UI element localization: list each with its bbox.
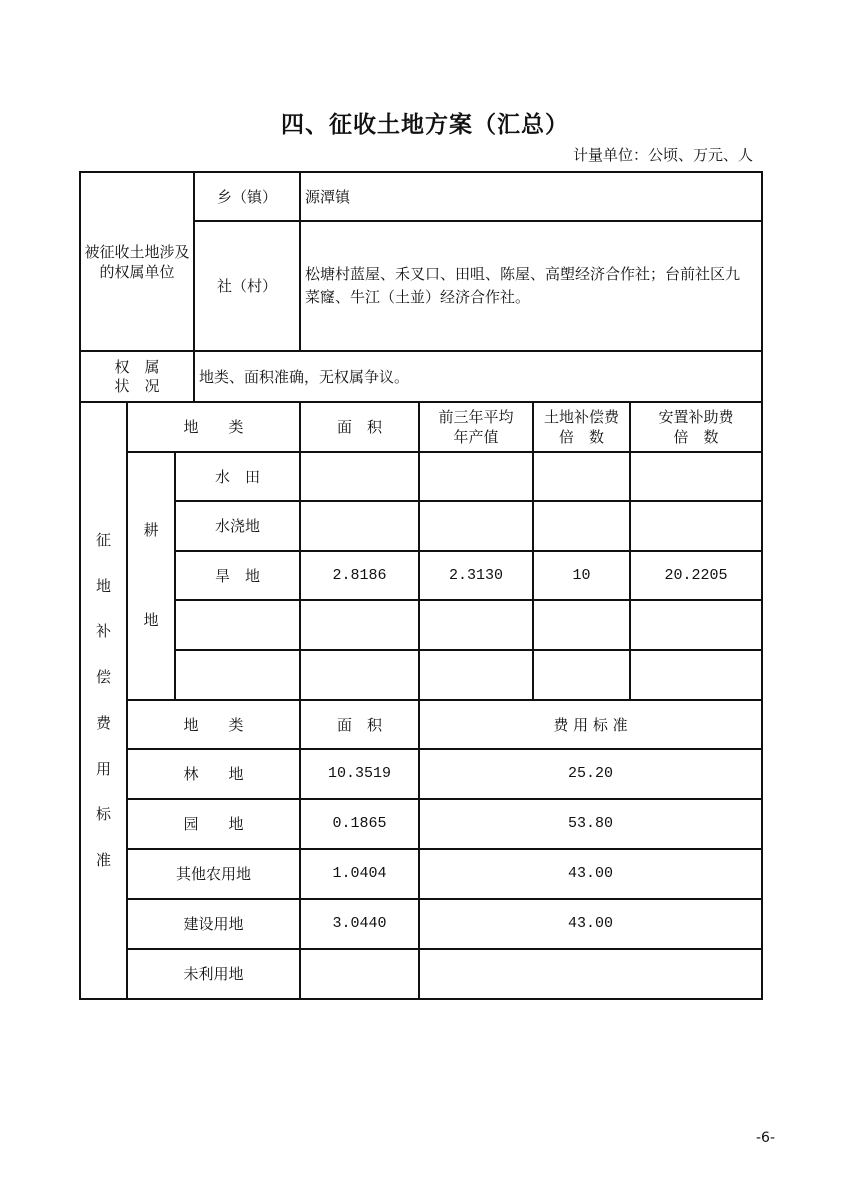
village-label: 社（村） [216, 277, 277, 295]
border-right [761, 171, 763, 1000]
row-avg-output [420, 453, 532, 500]
cultivated-char: 地 [143, 611, 159, 629]
row-avg-output [420, 651, 532, 699]
header-line: 倍 数 [673, 428, 719, 446]
row-land-multiple: 10 [572, 566, 591, 584]
t1-header-resettle [631, 403, 761, 451]
row-area [301, 651, 418, 699]
section-char: 准 [95, 850, 111, 869]
row-fee: 43.00 [567, 865, 613, 882]
section-char: 用 [95, 759, 111, 778]
row-land-type: 林 地 [183, 765, 244, 783]
section-char: 标 [95, 805, 111, 824]
row-land-type: 其他农用地 [175, 865, 251, 883]
border-bottom [79, 998, 763, 1000]
row-land-multiple [534, 651, 629, 699]
header-line: 倍 数 [558, 428, 604, 446]
t2-header-area: 面 积 [336, 715, 382, 734]
t1-header-area: 面 积 [336, 418, 382, 436]
row-land-type: 旱 地 [214, 566, 260, 585]
row-land-type: 园 地 [183, 815, 244, 833]
header-line: 安置补助费 [658, 408, 734, 426]
row-area: 3.0440 [332, 915, 387, 932]
row-land-type: 水 田 [214, 467, 260, 486]
t1-header-land-type: 地 类 [183, 418, 244, 436]
t1-header-avg-output [420, 403, 532, 451]
village-value: 松塘村蓝屋、禾叉口、田咀、陈屋、高塱经济合作社；台前社区九菜窿、牛江（土並）经济合作社。 [305, 265, 741, 306]
row-land-type [176, 601, 299, 649]
row-resettle-multiple [631, 601, 761, 649]
row-area: 2.8186 [332, 566, 387, 584]
section-char: 地 [95, 576, 111, 595]
ownership-status-label-line2: 状 况 [114, 376, 160, 395]
t2-header-fee-standard: 费 用 标 准 [553, 715, 628, 734]
ownership-unit-label: 被征收土地涉及的权属单位 [84, 242, 190, 281]
document-title: 四、征收土地方案（汇总） [281, 112, 569, 138]
row-land-type: 建设用地 [183, 915, 244, 933]
row-land-multiple [534, 601, 629, 649]
row-fee: 53.80 [567, 815, 613, 832]
row-area: 1.0404 [332, 865, 387, 882]
row-land-multiple [534, 453, 629, 500]
section-char: 费 [95, 713, 111, 732]
header-line: 土地补偿费 [543, 408, 619, 426]
row-avg-output [420, 502, 532, 550]
row-fee: 25.20 [567, 765, 613, 782]
row-land-type [176, 651, 299, 699]
cultivated-char: 耕 [143, 521, 159, 539]
ownership-status-label [81, 352, 193, 401]
row-land-type: 水浇地 [214, 517, 260, 535]
section-char: 补 [95, 622, 111, 641]
page-number: -6- [755, 1130, 775, 1146]
row-area [301, 601, 418, 649]
ownership-status-value: 地类、面积准确，无权属争议。 [199, 367, 410, 386]
ownership-status-label-line1: 权 属 [114, 357, 160, 376]
row-land-multiple [534, 502, 629, 550]
row-area: 10.3519 [327, 765, 391, 782]
township-value: 源潭镇 [305, 187, 351, 206]
compensation-section-label [81, 530, 126, 870]
row-resettle-multiple [631, 453, 761, 500]
section-char: 征 [95, 531, 111, 549]
row-area [301, 950, 418, 998]
header-line: 年产值 [453, 428, 499, 446]
row-area [301, 453, 418, 500]
row-resettle-multiple: 20.2205 [664, 566, 728, 584]
header-line: 前三年平均 [438, 408, 514, 426]
cultivated-land-label [128, 520, 174, 630]
row-fee: 43.00 [567, 915, 613, 932]
township-label: 乡（镇） [216, 187, 277, 206]
row-resettle-multiple [631, 651, 761, 699]
row-avg-output: 2.3130 [448, 566, 503, 584]
row-resettle-multiple [631, 502, 761, 550]
unit-note: 计量单位：公顷、万元、人 [572, 146, 753, 164]
row-avg-output [420, 601, 532, 649]
row-area: 0.1865 [332, 815, 387, 832]
t2-header-land-type: 地 类 [183, 715, 244, 734]
t1-header-land-comp [534, 403, 629, 451]
section-char: 偿 [95, 668, 111, 687]
row-land-type: 未利用地 [183, 965, 244, 983]
row-area [301, 502, 418, 550]
row-fee [420, 950, 761, 998]
